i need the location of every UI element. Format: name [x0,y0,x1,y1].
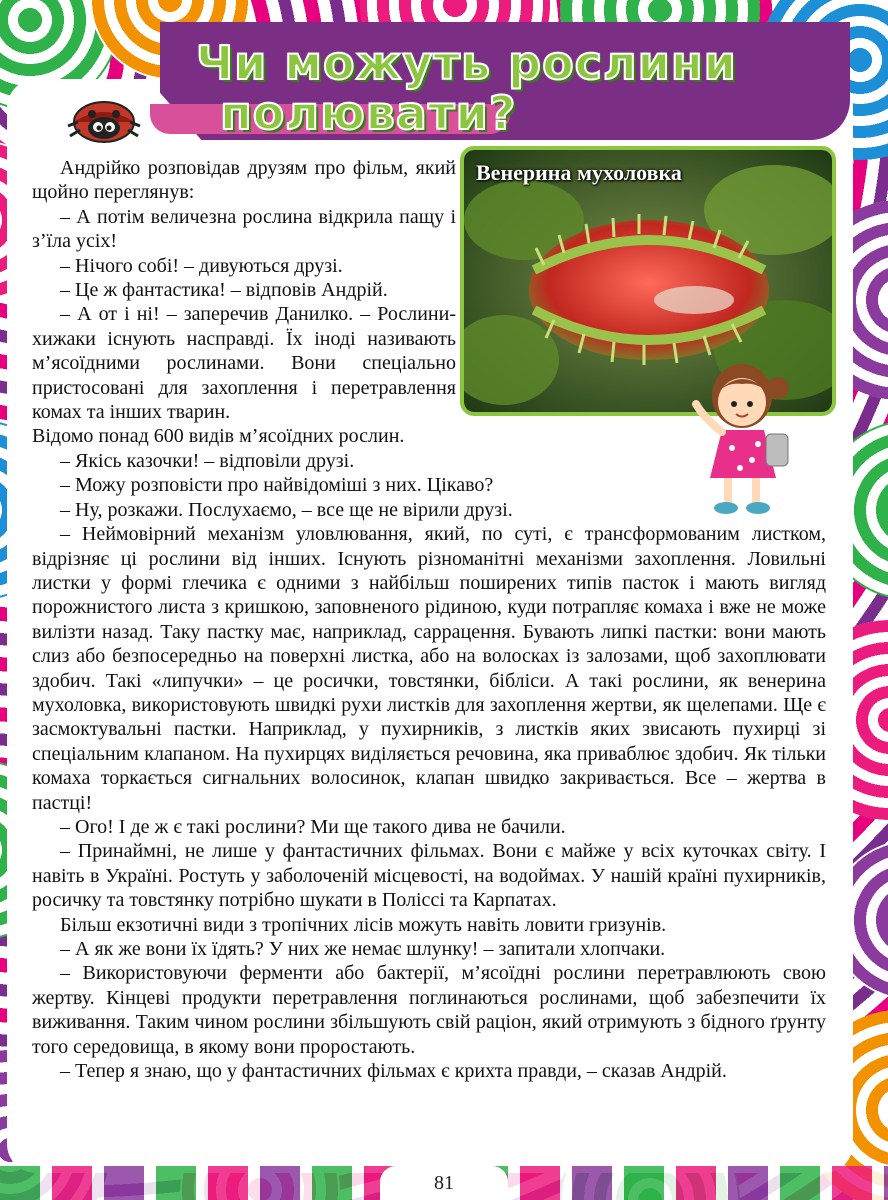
paragraph: – Це ж фантастика! – відповів Андрій. [60,279,388,302]
paragraph: – Принаймні, не лише у фантастичних фільмах. Вони є майже у всіх куточках світу. І навіть в Україні. Ростуть у заболоченій місцевості, на водоймах. У нашій країні пухирників, росичку та товстянку потрібно шукати в Поліссі та Карпатах. [32,840,826,912]
photo-caption: Венерина мухоловка [476,160,682,185]
paragraph: – Якісь казочки! – відповіли друзі. [60,449,355,472]
paragraph: Відомо понад 600 видів м’ясоїдних рослин. [32,425,405,448]
page-title-line-1: Чи можуть рослини [196,36,737,90]
paragraph: – Ну, розкажи. Послухаємо, – все ще не вірили друзі. [60,498,513,521]
page-title [196,38,796,138]
page-title-line-2: полювати? [220,86,517,140]
paragraph: – А як же вони їх їдять? У них же немає шлунку! – запитали хлопчаки. [60,938,666,960]
paragraph: – А от і ні! – заперечив Данилко. – Рослини-хижаки існують насправді. Їх іноді називають м’ясоїдними рослинами. Вони спеціально пристосовані для захоплення і перетравлення комах та інших тварин. [32,303,456,424]
paragraph: Андрійко розповідав друзям про фільм, який щойно переглянув: [32,157,456,204]
paragraph: – А потім величезна рослина відкрила пащу і з’їла усіх! [32,205,456,253]
paragraph: – Нічого собі! – дивуються друзі. [60,254,343,277]
paragraph: Більш екзотичні види з тропічних лісів можуть навіть ловити гризунів. [60,913,667,936]
article-text [32,156,826,1083]
paragraph: – Неймовірний механізм уловлювання, який, по суті, є трансформованим листком, відрізняє ці рослини від інших. Існують різноманітні механізми захоплення. Ловильні листки у формі глечика є одними з найбільш поширених типів пасток і мають вигляд порожнистого листа з кришкою, заповненого рідиною, куди потрапляє комаха і вже не може вилізти назад. Таку пастку має, наприклад, саррацення. Бувають липкі пастки: вони мають слиз або безпосередньо на поверхні листка, або на волосках із залозами, щоб захоплювати здобич. Такі «липучки» – це росички, товстянки, бібліси. А такі рослини, як венерина мухоловка, використовують швидкі рухи листків для захоплення жертви, як щелепами. Ще є засмоктувальні пастки. Наприклад, у пухирників, з листків яких звисають пухирці зі спеціальним клапаном. На пухирцях виділяється речовина, яка приваблює здобич. Як тільки комаха торкається сигнальних волосинок, клапан швидко закривається. Все – жертва в пастці! [32,523,826,814]
paragraph: – Ого! І де ж є такі рослини? Ми ще такого дива не бачили. [60,815,566,838]
page-number: 81 [434,1172,454,1194]
paragraph: – Тепер я знаю, що у фантастичних фільмах є крихта правди, – сказав Андрій. [60,1060,727,1083]
girl-illustration [692,348,802,518]
paragraph: – Використовуючи ферменти або бактерії, м’ясоїдні рослини перетравлюють свою жертву. Кінцеві продукти перетравлення поглинаються рослинами, щоб забезпечити їх виживання. Таким чином рослини збільшують свій раціон, який отримують з бідного ґрунту того середовища, в якому вони проростають. [32,962,826,1058]
paragraph: – Можу розповісти про найвідоміші з них. Цікаво? [60,474,494,497]
ladybug-icon [62,92,146,146]
